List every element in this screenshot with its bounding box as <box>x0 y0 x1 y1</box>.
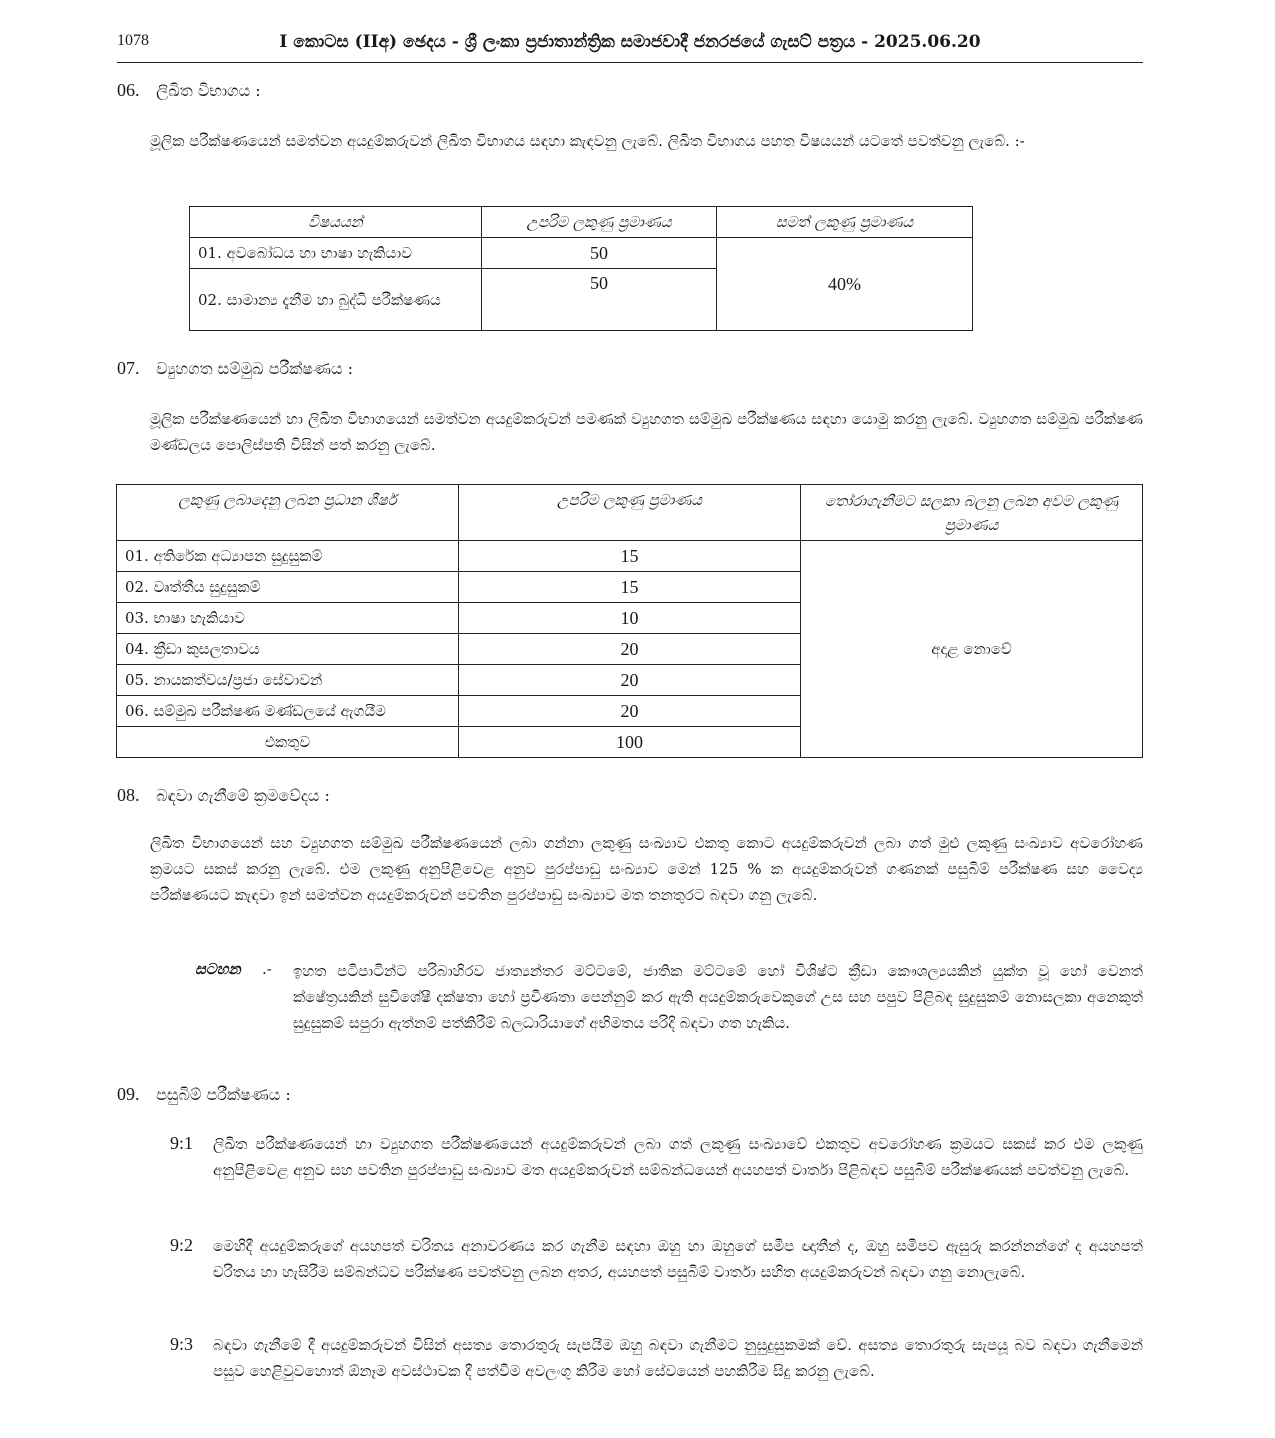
section-09-heading <box>117 1084 291 1105</box>
interview-table <box>116 484 1143 758</box>
note-dash: .- <box>262 960 272 978</box>
section-07-paragraph: මූලික පරීක්ෂණයෙන් හා ලිඛිත විභාගයෙන් සමත්වන අයදුම්කරුවන් පමණක් ව්‍යුහගත සම්මුඛ පරීක්ෂණය සඳහා යොමු කරනු ලැබේ. ව්‍යුහගත සම්මුඛ පරීක්ෂණ මණ්ඩලය පොලිස්පති විසින් පත් කරනු ලැබේ. <box>150 410 1143 454</box>
section-07-heading <box>117 358 353 379</box>
table-header: සමත් ලකුණු ප්‍රමාණය <box>717 207 973 238</box>
subsection-number: 9:2 <box>170 1235 194 1255</box>
subsection-number: 9:3 <box>170 1334 194 1354</box>
table-row <box>190 238 973 269</box>
section-number: 08. <box>117 785 140 805</box>
max-marks-cell: 50 <box>482 269 717 331</box>
subsection-text: මෙහිදී අයදුම්කරුගේ අයහපත් චරිතය අනාවරණය කර ගැනීම සඳහා ඔහු හා ඔහුගේ සමීප ඥාතීන් ද, ඔහු සමීපව ඇසුරු කරන්නන්ගේ ද අයහපත් චරිතය හා හැසිරීම සම්බන්ධව පරීක්ෂණ පවත්වනු ලබන අතර, අයහපත් පසුබිම් වාර්තා සහිත අයදුම්කරුවන් බඳවා ගනු නොලැබේ. <box>213 1237 1143 1281</box>
criterion-cell: 01. අතිරේක අධ්‍යාපන සුදුසුකම් <box>117 541 459 572</box>
page-header <box>117 30 1143 63</box>
table-header: තෝරාගැනීමට සලකා බලනු ලබන අවම ලකුණු ප්‍රමාණය <box>801 485 1143 541</box>
section-08-heading <box>117 785 330 806</box>
written-exam-table <box>189 206 973 331</box>
table-header: විෂයයන් <box>190 207 482 238</box>
note-label: සටහන <box>195 960 241 978</box>
section-title: බඳවා ගැනීමේ ක්‍රමවේදය : <box>156 786 330 805</box>
criterion-cell: 06. සම්මුඛ පරීක්ෂණ මණ්ඩලයේ ඇගයීම <box>117 696 459 727</box>
gazette-title: I කොටස (IIඅ) ඡෙදය - ශ්‍රී ලංකා ප්‍රජාතාන්ත්‍රික සමාජවාදී ජනරජයේ ගැසට් පත්‍රය - 2025.06.20 <box>279 32 981 52</box>
criterion-cell: 04. ක්‍රීඩා කුසලතාවය <box>117 634 459 665</box>
section-title: පසුබිම් පරීක්ෂණය : <box>156 1085 291 1104</box>
criterion-cell: 03. භාෂා හැකියාව <box>117 603 459 634</box>
max-marks-cell: 15 <box>459 572 801 603</box>
minimum-marks-cell: අදාළ නොවේ <box>801 541 1143 758</box>
max-marks-cell: 20 <box>459 696 801 727</box>
table-header: ලකුණු ලබාදෙනු ලබන ප්‍රධාන ශීර්ෂ <box>117 485 459 541</box>
max-marks-cell: 15 <box>459 541 801 572</box>
total-label-cell: එකතුව <box>117 727 459 758</box>
table-header: උපරිම ලකුණු ප්‍රමාණය <box>482 207 717 238</box>
subject-cell: 02. සාමාන්‍ය දැනීම හා බුද්ධි පරීක්ෂණය <box>190 269 482 331</box>
subsection-text: බඳවා ගැනීමේ දී අයදුම්කරුවන් විසින් අසත්‍ය තොරතුරු සැපයීම ඔහු බඳවා ගැනීමට නුසුදුසුකමක් වේ. අසත්‍ය තොරතුරු සැපයූ බව බඳවා ගැනීමෙන් පසුව හෙළිවුවහොත් ඕනෑම අවස්ථාවක දී පත්වීම අවලංගු කිරීම හෝ සේවයෙන් පහකිරීම සිදු කරනු ලැබේ. <box>213 1336 1143 1380</box>
section-title: ලිඛිත විභාගය : <box>156 81 261 100</box>
subject-cell: 01. අවබෝධය හා භාෂා හැකියාව <box>190 238 482 269</box>
section-06-paragraph: මූලික පරීක්ෂණයෙන් සමත්වන අයදුම්කරුවන් ලිඛිත විභාගය සඳහා කැඳවනු ලැබේ. ලිඛිත විභාගය පහත විෂයයන් යටතේ පවත්වනු ලැබේ. :- <box>150 132 1025 150</box>
subsection-number: 9:1 <box>170 1133 194 1153</box>
section-06-heading <box>117 80 261 101</box>
max-marks-cell: 20 <box>459 634 801 665</box>
max-marks-cell: 20 <box>459 665 801 696</box>
section-number: 09. <box>117 1084 140 1104</box>
section-title: ව්‍යුහගත සම්මුඛ පරීක්ෂණය : <box>156 359 353 378</box>
table-row <box>117 541 1143 572</box>
max-marks-cell: 10 <box>459 603 801 634</box>
section-number: 06. <box>117 80 140 100</box>
table-header: උපරිම ලකුණු ප්‍රමාණය <box>459 485 801 541</box>
note-text: ඉහත පටිපාටින්ට පරිබාහිරව ජාත්‍යන්තර මට්ටමේ, ජාතික මට්ටමේ හෝ විශිෂ්ට ක්‍රීඩා කෞශල්‍යයකින් යුක්ත වූ හෝ වෙනත් ක්ෂේත්‍රයකින් සුවිශේෂී දක්ෂතා හෝ ප්‍රවීණතා පෙන්නුම් කර ඇති අයදුම්කරුවෙකුගේ උස සහ පපුව පිළිබඳ සුදුසුකම් නොසලකා අනෙකුත් සුදුසුකම් සපුරා ඇත්නම් පත්කිරීම් බලධාරියාගේ අභිමතය පරිදි බඳවා ගත හැකිය. <box>293 962 1143 1032</box>
max-marks-cell: 50 <box>482 238 717 269</box>
criterion-cell: 05. නායකත්වය/ප්‍රජා සේවාවන් <box>117 665 459 696</box>
criterion-cell: 02. වෘත්තීය සුදුසුකම් <box>117 572 459 603</box>
section-number: 07. <box>117 358 140 378</box>
total-value-cell: 100 <box>459 727 801 758</box>
pass-marks-cell: 40% <box>717 238 973 331</box>
subsection-text: ලිඛිත පරීක්ෂණයෙන් හා ව්‍යුහගත පරීක්ෂණයෙන් අයදුම්කරුවන් ලබා ගත් ලකුණු සංඛ්‍යාවේ එකතුව අවරෝහණ ක්‍රමයට සකස් කර එම ලකුණු අනුපිළිවෙළ අනුව සහ පවතින පුරප්පාඩු සංඛ්‍යාව මත අයදුම්කරුවන් සම්බන්ධයෙන් අයහපත් වාර්තා පිළිබඳව පසුබිම් පරීක්ෂණයක් පවත්වනු ලැබේ. <box>213 1135 1143 1179</box>
page-number: 1078 <box>117 32 149 49</box>
section-08-paragraph: ලිඛිත විභාගයෙන් සහ ව්‍යුහගත සම්මුඛ පරීක්ෂණයෙන් ලබා ගන්නා ලකුණු සංඛ්‍යාව එකතු කොට අයදුම්කරුවන් ලබා ගත් මුළු ලකුණු සංඛ්‍යාව අවරෝහණ ක්‍රමයට සකස් කරනු ලැබේ. එම ලකුණු අනුපිළිවෙළ අනුව පුරප්පාඩු සංඛ්‍යාව මෙන් 125 % ක අයදුම්කරුවන් ගණනක් පසුබිම් පරීක්ෂණ සහ වෛද්‍ය පරීක්ෂණයට කැඳවා ඉන් සමත්වන අයදුම්කරුවන් පවතින පුරප්පාඩු සංඛ්‍යාව මත තනතුරට බඳවා ගනු ලැබේ. <box>150 834 1143 904</box>
